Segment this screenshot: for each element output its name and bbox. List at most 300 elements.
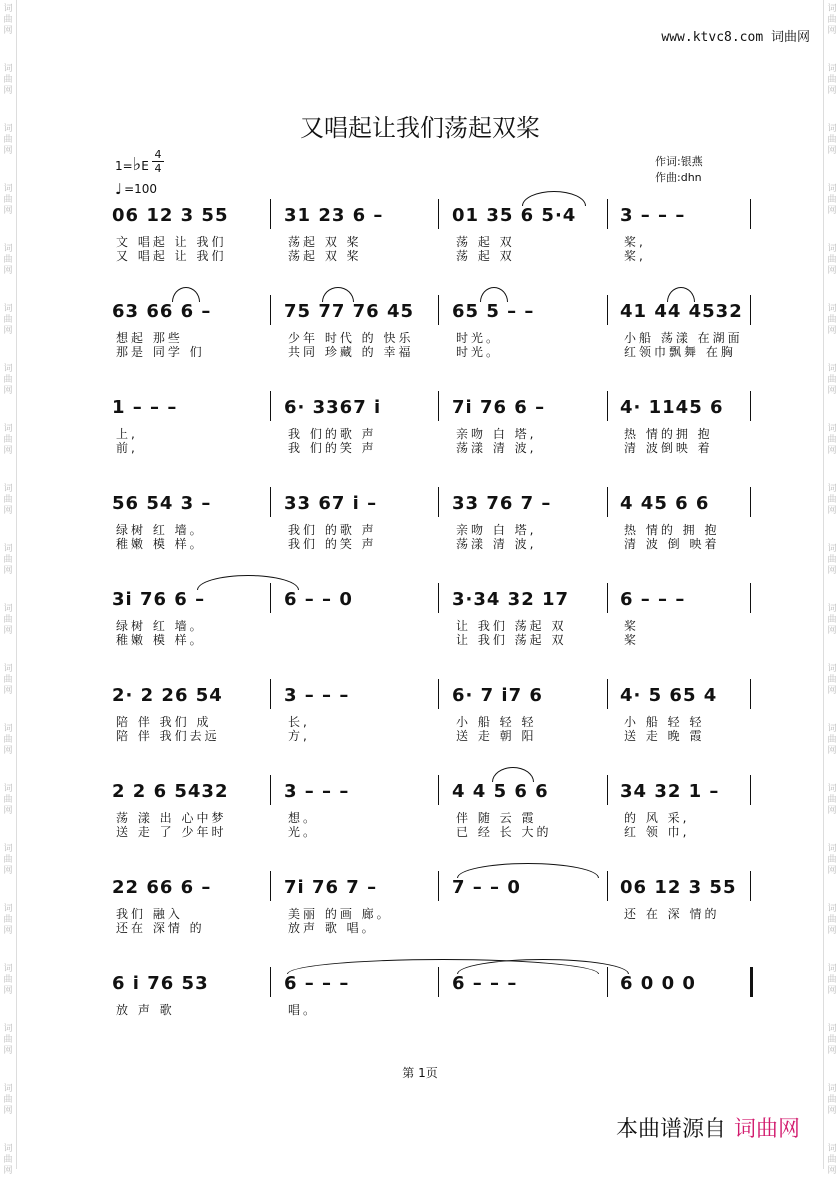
lyric-line: 上, xyxy=(116,427,138,441)
watermark-char: 曲 xyxy=(827,615,837,625)
watermark-unit xyxy=(0,780,16,840)
score-system xyxy=(112,493,752,563)
notation: 3 – – – xyxy=(620,205,686,226)
bar-line xyxy=(270,199,271,229)
bar-line xyxy=(438,871,439,901)
watermark-char: 网 xyxy=(827,86,837,96)
notation: 6 – – – xyxy=(452,973,518,994)
notation: 7i 76 6 – xyxy=(452,397,546,418)
lyric-line: 共同 珍藏 的 幸福 xyxy=(288,345,414,359)
lyric-line: 我 们的笑 声 xyxy=(288,441,377,455)
watermark-char: 网 xyxy=(827,746,837,756)
lyric-line: 又 唱起 让 我们 xyxy=(116,249,227,263)
time-top: 4 xyxy=(154,148,162,161)
lyric-line: 那是 同学 们 xyxy=(116,345,205,359)
watermark-char: 曲 xyxy=(3,135,13,145)
watermark-char: 曲 xyxy=(3,1155,13,1165)
watermark-char: 曲 xyxy=(3,255,13,265)
notation: 63 66 6 – xyxy=(112,301,212,322)
notation: 1 – – – xyxy=(112,397,178,418)
watermark-unit xyxy=(824,300,840,360)
watermark-char: 网 xyxy=(3,206,13,216)
watermark-unit xyxy=(0,0,16,60)
watermark-unit xyxy=(0,420,16,480)
key-signature-block xyxy=(115,148,162,198)
lyric-line: 清 波倒映 着 xyxy=(624,441,713,455)
watermark-char: 词 xyxy=(3,484,13,494)
watermark-unit xyxy=(824,540,840,600)
watermark-char: 曲 xyxy=(3,15,13,25)
watermark-char: 曲 xyxy=(3,435,13,445)
watermark-unit xyxy=(0,660,16,720)
lyric-line: 放 声 歌 xyxy=(116,1003,175,1017)
watermark-char: 网 xyxy=(827,206,837,216)
watermark-char: 曲 xyxy=(3,795,13,805)
watermark-char: 曲 xyxy=(827,75,837,85)
notation: 3 – – – xyxy=(284,685,350,706)
bar-line xyxy=(607,199,608,229)
site-header xyxy=(661,26,810,45)
notation: 6 – – – xyxy=(284,973,350,994)
watermark-char: 曲 xyxy=(3,1095,13,1105)
watermark-char: 曲 xyxy=(827,15,837,25)
source-note xyxy=(616,1112,800,1143)
notation: 6 – – 0 xyxy=(284,589,353,610)
watermark-char: 词 xyxy=(3,124,13,134)
watermark-char: 词 xyxy=(3,1024,13,1034)
notation: 3·34 32 17 xyxy=(452,589,570,610)
watermark-char: 曲 xyxy=(3,375,13,385)
notation: 75 77 76 45 xyxy=(284,301,414,322)
notation: 4· 5 65 4 xyxy=(620,685,718,706)
bar-line xyxy=(270,967,271,997)
lyric-line: 小 船 轻 轻 xyxy=(624,715,705,729)
tempo-marking xyxy=(115,180,157,198)
site-url[interactable]: www.ktvc8.com xyxy=(661,30,764,45)
lyric-line: 时光。 xyxy=(456,345,502,359)
credits xyxy=(655,154,703,186)
watermark-char: 词 xyxy=(3,184,13,194)
watermark-char: 网 xyxy=(827,926,837,936)
lyric-line: 我 们的歌 声 xyxy=(288,427,377,441)
bar-line xyxy=(607,583,608,613)
lyric-line: 小船 荡漾 在湖面 xyxy=(624,331,743,345)
notation: 56 54 3 – xyxy=(112,493,212,514)
lyric-line: 荡 起 双 xyxy=(456,235,515,249)
watermark-char: 词 xyxy=(3,424,13,434)
bar-line xyxy=(270,679,271,709)
lyric-line: 热 情的拥 抱 xyxy=(624,427,713,441)
bar-line xyxy=(438,391,439,421)
bar-line xyxy=(750,871,751,901)
lyric-line: 时光。 xyxy=(456,331,502,345)
watermark-char: 网 xyxy=(827,986,837,996)
lyric-line: 还 在 深 情的 xyxy=(624,907,720,921)
bar-line xyxy=(438,295,439,325)
watermark-char: 词 xyxy=(827,64,837,74)
watermark-char: 网 xyxy=(827,146,837,156)
watermark-unit xyxy=(824,1080,840,1140)
watermark-char: 曲 xyxy=(3,315,13,325)
watermark-char: 网 xyxy=(3,266,13,276)
watermark-char: 词 xyxy=(827,424,837,434)
bar-line xyxy=(607,391,608,421)
watermark-char: 词 xyxy=(3,64,13,74)
watermark-char: 词 xyxy=(3,1084,13,1094)
watermark-char: 词 xyxy=(827,244,837,254)
watermark-unit xyxy=(0,720,16,780)
score-system xyxy=(112,685,752,755)
lyric-line: 亲吻 白 塔, xyxy=(456,523,537,537)
watermark-char: 词 xyxy=(3,604,13,614)
watermark-char: 网 xyxy=(3,446,13,456)
lyric-line: 桨, xyxy=(624,235,646,249)
watermark-char: 词 xyxy=(827,4,837,14)
watermark-unit xyxy=(0,840,16,900)
watermark-unit xyxy=(824,480,840,540)
watermark-char: 词 xyxy=(3,844,13,854)
lyric-line: 红领巾飘舞 在胸 xyxy=(624,345,736,359)
watermark-char: 网 xyxy=(827,1166,837,1176)
lyric-line: 荡起 双 桨 xyxy=(288,249,362,263)
watermark-char: 网 xyxy=(3,1166,13,1176)
lyric-line: 让 我们 荡起 双 xyxy=(456,619,567,633)
watermark-char: 网 xyxy=(827,1046,837,1056)
lyric-line: 光。 xyxy=(288,825,319,839)
watermark-char: 网 xyxy=(3,626,13,636)
watermark-char: 曲 xyxy=(827,555,837,565)
watermark-char: 曲 xyxy=(827,195,837,205)
bar-line xyxy=(438,679,439,709)
watermark-char: 曲 xyxy=(827,795,837,805)
watermark-char: 曲 xyxy=(827,1155,837,1165)
tie-slur xyxy=(322,287,354,302)
watermark-char: 词 xyxy=(3,1144,13,1154)
right-watermark-strip xyxy=(823,0,840,1176)
tempo-value: =100 xyxy=(124,182,158,196)
watermark-unit xyxy=(824,1140,840,1200)
watermark-char: 曲 xyxy=(827,915,837,925)
lyric-line: 已 经 长 大的 xyxy=(456,825,552,839)
watermark-char: 网 xyxy=(827,626,837,636)
watermark-unit xyxy=(824,840,840,900)
watermark-char: 词 xyxy=(827,1144,837,1154)
watermark-char: 曲 xyxy=(3,615,13,625)
notation: 06 12 3 55 xyxy=(112,205,229,226)
lyric-line: 让 我们 荡起 双 xyxy=(456,633,567,647)
watermark-char: 词 xyxy=(827,1084,837,1094)
notation: 6· 3367 i xyxy=(284,397,382,418)
bar-line xyxy=(750,295,751,325)
watermark-unit xyxy=(824,360,840,420)
watermark-char: 词 xyxy=(3,784,13,794)
tie-slur xyxy=(172,287,200,302)
watermark-char: 网 xyxy=(827,806,837,816)
watermark-char: 网 xyxy=(827,266,837,276)
song-title: 又唱起让我们荡起双桨 xyxy=(300,114,540,142)
watermark-char: 曲 xyxy=(827,135,837,145)
watermark-char: 网 xyxy=(3,1106,13,1116)
lyric-line: 荡漾 清 波, xyxy=(456,441,537,455)
bar-line xyxy=(750,583,751,613)
lyric-line: 我们 的歌 声 xyxy=(288,523,377,537)
lyric-line: 绿树 红 墙。 xyxy=(116,523,205,537)
watermark-char: 网 xyxy=(3,746,13,756)
lyric-line: 送 走 朝 阳 xyxy=(456,729,537,743)
watermark-char: 网 xyxy=(3,806,13,816)
lyric-line: 送 走 了 少年时 xyxy=(116,825,227,839)
tie-slur xyxy=(480,287,508,302)
watermark-char: 曲 xyxy=(827,495,837,505)
lyric-line: 桨, xyxy=(624,249,646,263)
watermark-char: 网 xyxy=(827,326,837,336)
time-signature xyxy=(151,148,165,175)
lyric-line: 想。 xyxy=(288,811,319,825)
score-system xyxy=(112,397,752,467)
notation: 4· 1145 6 xyxy=(620,397,724,418)
watermark-unit xyxy=(0,180,16,240)
watermark-unit xyxy=(0,1080,16,1140)
watermark-char: 网 xyxy=(3,566,13,576)
bar-line xyxy=(750,391,751,421)
watermark-char: 曲 xyxy=(827,315,837,325)
watermark-char: 网 xyxy=(3,326,13,336)
watermark-char: 网 xyxy=(3,926,13,936)
watermark-char: 曲 xyxy=(3,495,13,505)
watermark-char: 词 xyxy=(3,244,13,254)
watermark-char: 曲 xyxy=(3,75,13,85)
key-signature xyxy=(115,148,162,182)
bar-line xyxy=(270,487,271,517)
watermark-char: 词 xyxy=(827,604,837,614)
watermark-char: 曲 xyxy=(827,1035,837,1045)
bar-line xyxy=(270,391,271,421)
notation: 2· 2 26 54 xyxy=(112,685,223,706)
watermark-char: 曲 xyxy=(827,975,837,985)
lyric-line: 唱。 xyxy=(288,1003,319,1017)
watermark-char: 词 xyxy=(827,724,837,734)
lyric-line: 文 唱起 让 我们 xyxy=(116,235,227,249)
bar-line xyxy=(438,199,439,229)
watermark-char: 曲 xyxy=(827,855,837,865)
notation: 06 12 3 55 xyxy=(620,877,737,898)
notation: 7i 76 7 – xyxy=(284,877,378,898)
watermark-char: 曲 xyxy=(827,675,837,685)
bar-line xyxy=(750,679,751,709)
lyric-line: 荡起 双 桨 xyxy=(288,235,362,249)
watermark-char: 词 xyxy=(827,184,837,194)
notation: 6 0 0 0 xyxy=(620,973,696,994)
notation: 01 35 6 5·4 xyxy=(452,205,577,226)
watermark-unit xyxy=(0,360,16,420)
bar-line xyxy=(438,775,439,805)
lyric-line: 伴 随 云 霞 xyxy=(456,811,537,825)
watermark-char: 曲 xyxy=(827,1095,837,1105)
bar-line xyxy=(607,871,608,901)
notation: 22 66 6 – xyxy=(112,877,212,898)
watermark-char: 网 xyxy=(3,986,13,996)
watermark-char: 网 xyxy=(3,866,13,876)
lyric-line: 荡 漾 出 心中梦 xyxy=(116,811,227,825)
bar-line xyxy=(607,487,608,517)
key-label: 1= xyxy=(115,159,133,173)
lyric-line: 稚嫩 模 样。 xyxy=(116,537,205,551)
score-system xyxy=(112,973,752,1043)
watermark-char: 词 xyxy=(827,904,837,914)
watermark-char: 曲 xyxy=(3,735,13,745)
lyric-line: 方, xyxy=(288,729,310,743)
watermark-unit xyxy=(824,900,840,960)
watermark-unit xyxy=(824,420,840,480)
lyric-line: 长, xyxy=(288,715,310,729)
score-system xyxy=(112,781,752,851)
watermark-char: 词 xyxy=(827,964,837,974)
watermark-unit xyxy=(824,0,840,60)
watermark-char: 词 xyxy=(3,664,13,674)
watermark-unit xyxy=(824,780,840,840)
watermark-char: 曲 xyxy=(3,915,13,925)
watermark-char: 曲 xyxy=(3,1035,13,1045)
watermark-char: 网 xyxy=(827,506,837,516)
watermark-char: 网 xyxy=(827,1106,837,1116)
site-name: 词曲网 xyxy=(770,30,810,45)
watermark-char: 网 xyxy=(827,566,837,576)
watermark-char: 词 xyxy=(3,964,13,974)
lyric-line: 荡漾 清 波, xyxy=(456,537,537,551)
watermark-char: 词 xyxy=(827,484,837,494)
notation: 34 32 1 – xyxy=(620,781,720,802)
bar-line xyxy=(438,583,439,613)
bar-line xyxy=(607,295,608,325)
score-system xyxy=(112,301,752,371)
watermark-char: 网 xyxy=(3,386,13,396)
lyric-line: 前, xyxy=(116,441,138,455)
notation: 3i 76 6 – xyxy=(112,589,206,610)
bar-line xyxy=(607,775,608,805)
bar-line xyxy=(270,775,271,805)
watermark-char: 网 xyxy=(3,26,13,36)
watermark-char: 网 xyxy=(827,446,837,456)
notation: 7 – – 0 xyxy=(452,877,521,898)
lyric-line: 我们 融入 xyxy=(116,907,183,921)
quarter-note-icon: ♩ xyxy=(115,180,123,198)
lyric-line: 美丽 的画 廊。 xyxy=(288,907,392,921)
lyric-line: 陪 伴 我们 成 xyxy=(116,715,212,729)
lyric-line: 想起 那些 xyxy=(116,331,183,345)
watermark-char: 词 xyxy=(827,784,837,794)
watermark-char: 网 xyxy=(3,686,13,696)
watermark-char: 词 xyxy=(3,544,13,554)
watermark-char: 词 xyxy=(3,364,13,374)
lyricist: 作词:银燕 xyxy=(655,155,703,168)
watermark-char: 曲 xyxy=(3,195,13,205)
notation: 31 23 6 – xyxy=(284,205,384,226)
score-system xyxy=(112,877,752,947)
watermark-char: 词 xyxy=(827,664,837,674)
key-note: E xyxy=(141,159,149,173)
left-watermark-strip xyxy=(0,0,17,1176)
watermark-char: 词 xyxy=(827,364,837,374)
lyric-line: 亲吻 白 塔, xyxy=(456,427,537,441)
bar-line xyxy=(750,775,751,805)
tie-slur xyxy=(492,767,534,782)
notation: 4 45 6 6 xyxy=(620,493,710,514)
watermark-char: 网 xyxy=(3,146,13,156)
bar-line xyxy=(750,967,753,997)
watermark-char: 网 xyxy=(3,1046,13,1056)
lyric-line: 的 风 采, xyxy=(624,811,690,825)
bar-line xyxy=(438,487,439,517)
notation: 3 – – – xyxy=(284,781,350,802)
bar-line xyxy=(750,199,751,229)
bar-line xyxy=(270,871,271,901)
watermark-unit xyxy=(0,540,16,600)
notation: 6 i 76 53 xyxy=(112,973,209,994)
watermark-char: 曲 xyxy=(3,555,13,565)
lyric-line: 绿树 红 墙。 xyxy=(116,619,205,633)
tie-slur xyxy=(667,287,695,302)
bar-line xyxy=(750,487,751,517)
watermark-unit xyxy=(824,960,840,1020)
watermark-char: 网 xyxy=(3,86,13,96)
watermark-unit xyxy=(0,300,16,360)
lyric-line: 桨 xyxy=(624,633,640,647)
score-system xyxy=(112,589,752,659)
bar-line xyxy=(270,295,271,325)
watermark-char: 曲 xyxy=(827,255,837,265)
watermark-char: 词 xyxy=(827,544,837,554)
score-system xyxy=(112,205,752,275)
watermark-unit xyxy=(824,720,840,780)
watermark-char: 网 xyxy=(827,386,837,396)
lyric-line: 送 走 晚 霞 xyxy=(624,729,705,743)
notation: 33 67 i – xyxy=(284,493,378,514)
tie-slur xyxy=(522,191,586,206)
composer: 作曲:dhn xyxy=(655,171,702,184)
lyric-line: 少年 时代 的 快乐 xyxy=(288,331,414,345)
lyric-line: 我们 的笑 声 xyxy=(288,537,377,551)
notation: 6 – – – xyxy=(620,589,686,610)
watermark-char: 词 xyxy=(827,304,837,314)
watermark-unit xyxy=(0,600,16,660)
watermark-char: 网 xyxy=(3,506,13,516)
watermark-char: 词 xyxy=(3,304,13,314)
watermark-unit xyxy=(824,180,840,240)
tie-slur xyxy=(457,863,599,878)
watermark-unit xyxy=(824,240,840,300)
watermark-unit xyxy=(0,240,16,300)
watermark-char: 曲 xyxy=(827,375,837,385)
watermark-unit xyxy=(0,960,16,1020)
watermark-char: 曲 xyxy=(3,975,13,985)
notation: 33 76 7 – xyxy=(452,493,552,514)
lyric-line: 放声 歌 唱。 xyxy=(288,921,377,935)
notation: 6· 7 i7 6 xyxy=(452,685,543,706)
source-brand[interactable]: 词曲网 xyxy=(733,1117,800,1142)
bar-line xyxy=(607,679,608,709)
watermark-unit xyxy=(0,1140,16,1200)
lyric-line: 清 波 倒 映着 xyxy=(624,537,720,551)
watermark-unit xyxy=(0,480,16,540)
lyric-line: 桨 xyxy=(624,619,640,633)
lyric-line: 还在 深情 的 xyxy=(116,921,205,935)
source-text: 本曲谱源自 xyxy=(615,1117,726,1142)
watermark-char: 词 xyxy=(3,724,13,734)
lyric-line: 稚嫩 模 样。 xyxy=(116,633,205,647)
flat-icon: ♭ xyxy=(132,154,142,175)
watermark-char: 曲 xyxy=(827,735,837,745)
lyric-line: 陪 伴 我们去远 xyxy=(116,729,220,743)
